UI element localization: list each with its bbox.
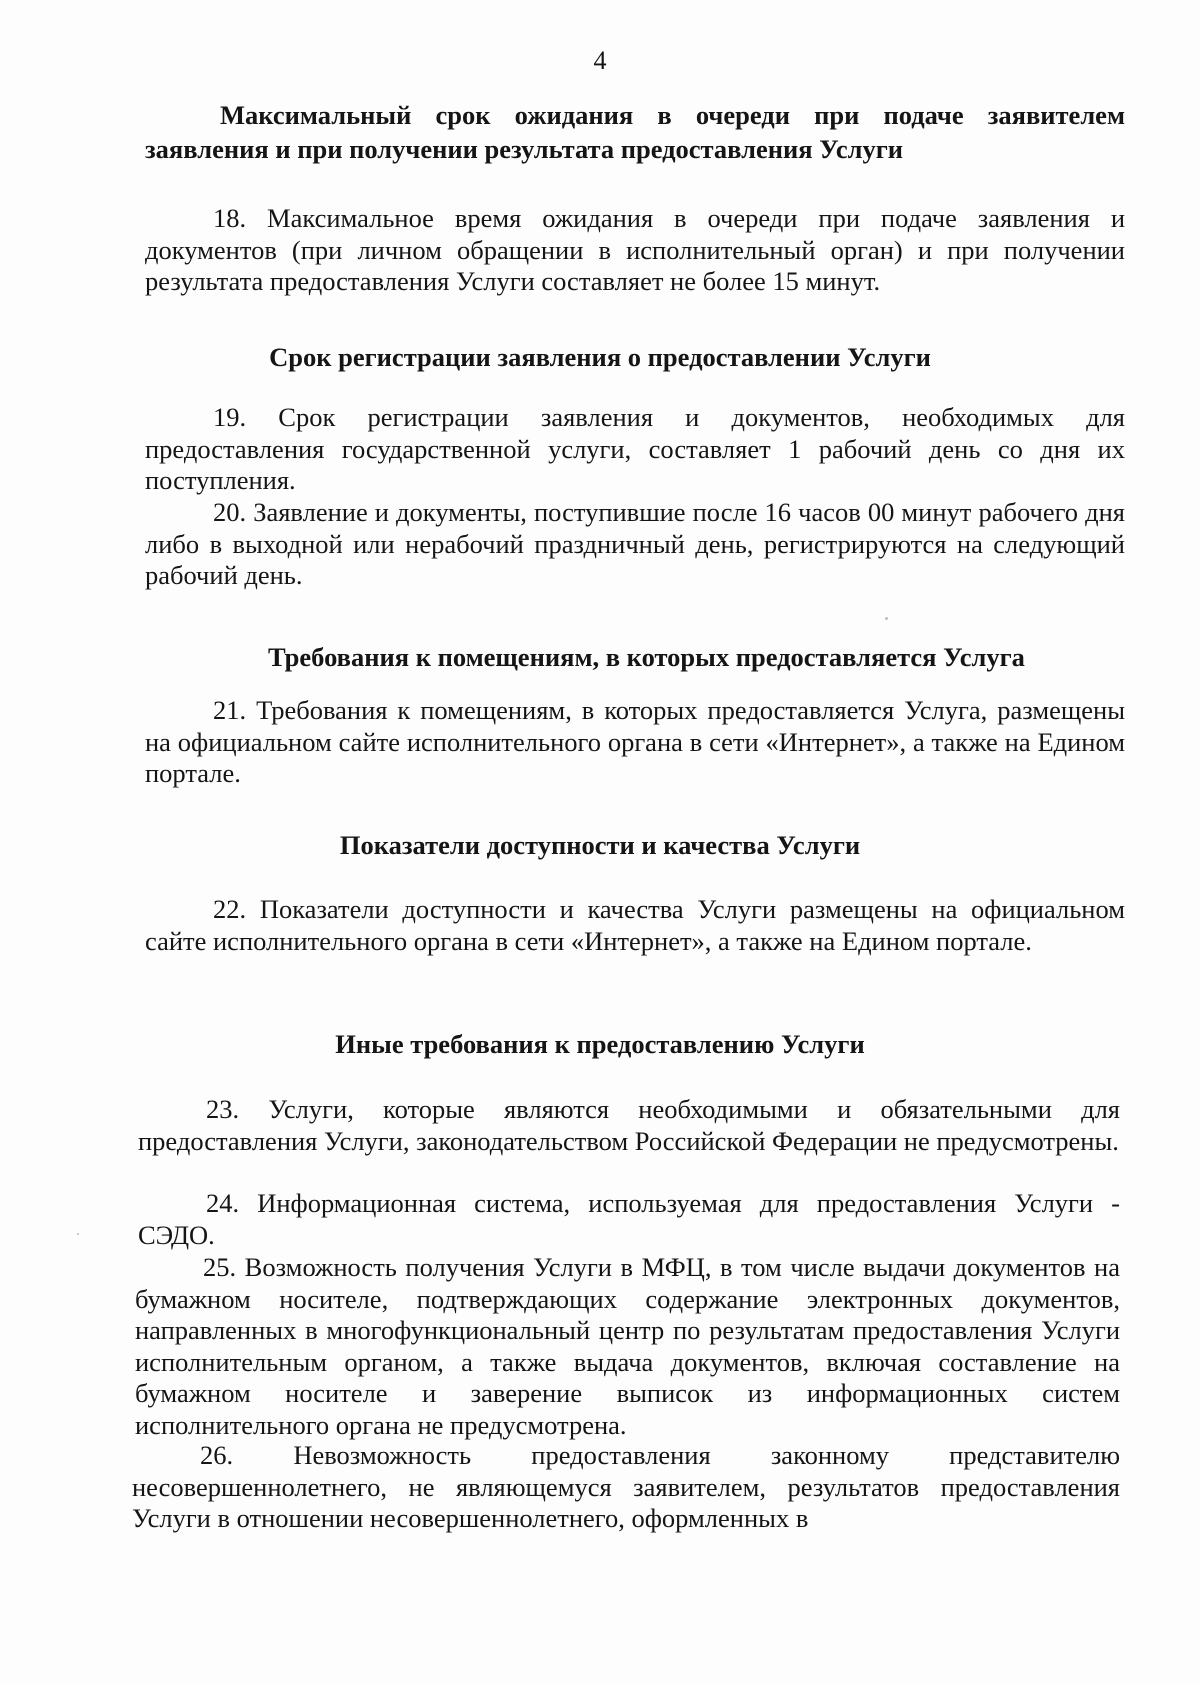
paragraph-20: 20. Заявление и документы, поступившие после 16 часов 00 минут рабочего дня либо в выходной или нерабочий праздничный день, регистрируются на следующий рабочий день. bbox=[145, 497, 1125, 590]
heading-other-requirements: Иные требования к предоставлению Услуги bbox=[335, 1029, 865, 1059]
paragraph-21: 21. Требования к помещениям, в которых предоставляется Услуга, размещены на официальном сайте исполнительного органа в сети «Интернет», а также на Едином портале. bbox=[145, 695, 1125, 788]
paragraph-25: 25. Возможность получения Услуги в МФЦ, в том числе выдачи документов на бумажном носителе, подтверждающих содержание электронных документов, направленных в многофункциональный центр по результатам предоставления Услуги исполнительным органом, а также выдача документов, включая составление на бумажном носителе и заверение выписок из информационных систем исполнительного органа не предусмотрена. bbox=[135, 1252, 1120, 1440]
paragraph-24: 24. Информационная система, используемая для предоставления Услуги - СЭДО. bbox=[138, 1188, 1120, 1250]
heading-availability-indicators: Показатели доступности и качества Услуги bbox=[339, 830, 861, 860]
heading-registration-term: Срок регистрации заявления о предоставлении Услуги bbox=[269, 342, 931, 372]
scan-speck bbox=[885, 617, 888, 620]
paragraph-23: 23. Услуги, которые являются необходимыми и обязательными для предоставления Услуги, законодательством Российской Федерации не предусмотрены. bbox=[138, 1094, 1120, 1156]
heading-waiting-time: Максимальный срок ожидания в очереди при подаче заявителем заявления и при получении результата предоставления Услуги bbox=[145, 100, 1125, 164]
scan-speck bbox=[77, 1233, 79, 1235]
page-number: 4 bbox=[593, 46, 607, 75]
paragraph-18: 18. Максимальное время ожидания в очереди при подаче заявления и документов (при личном обращении в исполнительный орган) и при получении результата предоставления Услуги составляет не более 15 минут. bbox=[145, 203, 1125, 296]
paragraph-22: 22. Показатели доступности и качества Услуги размещены на официальном сайте исполнительного органа в сети «Интернет», а также на Едином портале. bbox=[145, 894, 1125, 956]
paragraph-19: 19. Срок регистрации заявления и документов, необходимых для предоставления государственной услуги, составляет 1 рабочий день со дня их поступления. bbox=[145, 402, 1125, 495]
heading-premises-requirements: Требования к помещениям, в которых предоставляется Услуга bbox=[268, 642, 1025, 672]
paragraph-26: 26. Невозможность предоставления законному представителю несовершеннолетнего, не являющемуся заявителем, результатов предоставления Услуги в отношении несовершеннолетнего, оформленных в bbox=[132, 1440, 1120, 1533]
